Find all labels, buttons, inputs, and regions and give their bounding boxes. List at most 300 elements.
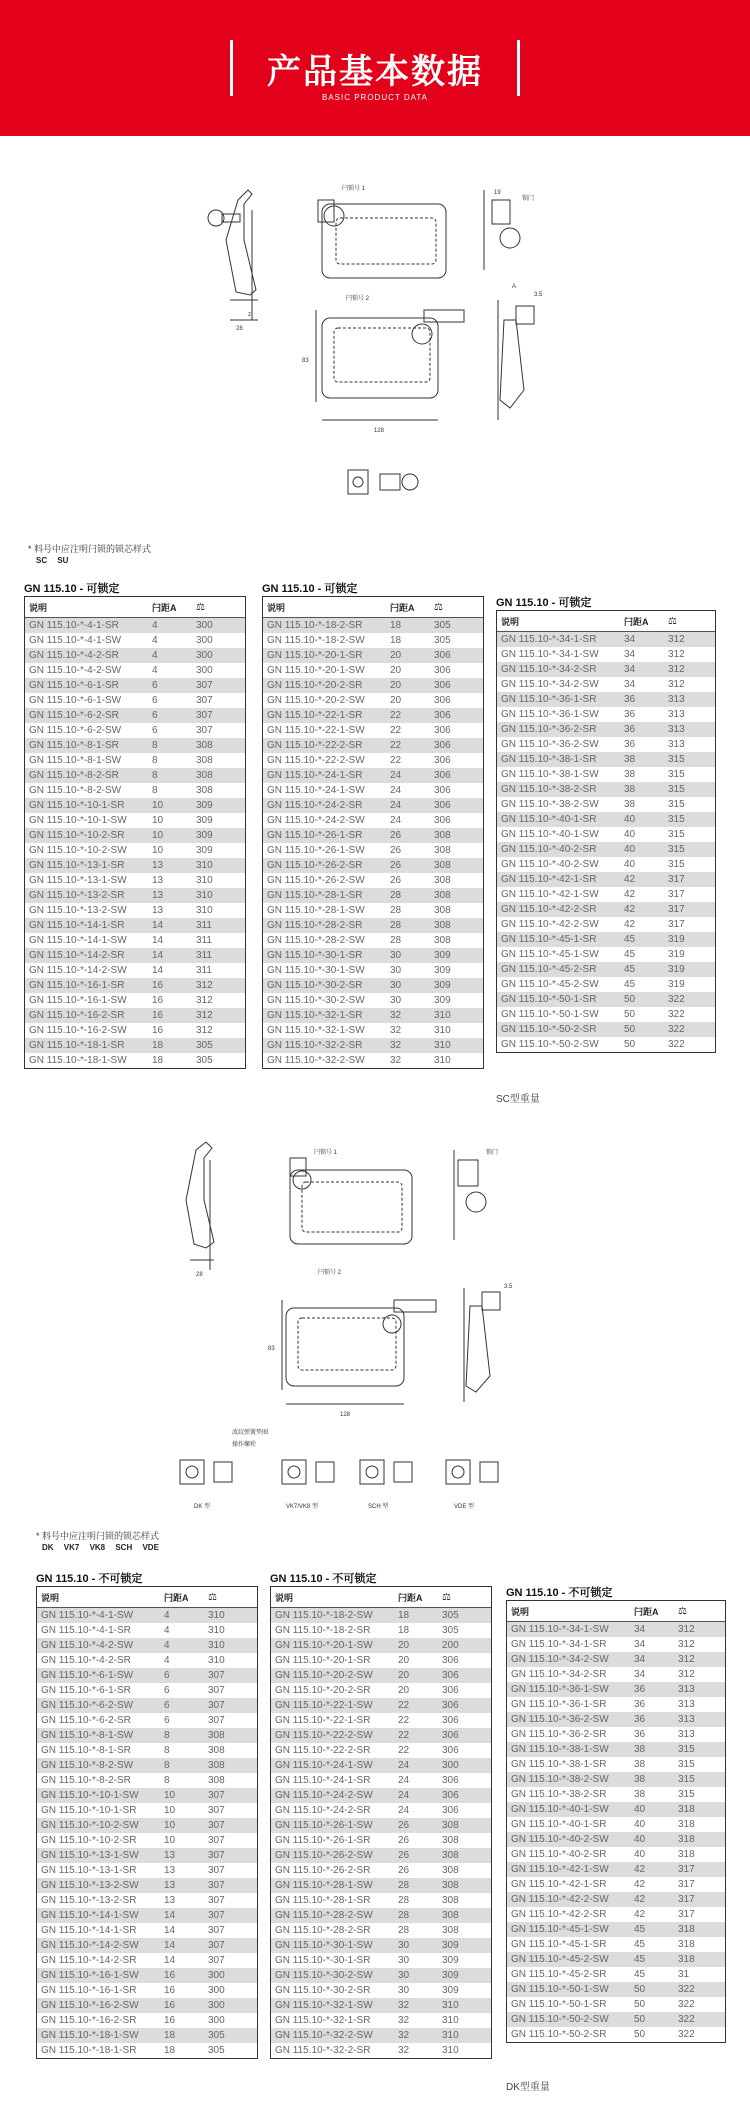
cell-weight: 306 [434,695,451,706]
table-row [497,872,715,887]
cell-weight: 310 [196,860,213,871]
cell-distance: 13 [164,1880,176,1891]
sc-note: * 料号中应注明闩锁的锁芯样式 [28,544,152,554]
cell-distance: 8 [164,1760,170,1771]
cell-description: GN 115.10-*-14-2-SR [29,950,125,961]
table-row [497,992,715,1007]
cell-weight: 31 [678,1969,690,1980]
table-row [507,1937,725,1952]
cell-description: GN 115.10-*-50-2-SW [501,1039,599,1050]
dk-table-1 [36,1586,258,2059]
cell-distance: 18 [398,1610,410,1621]
cell-description: GN 115.10-*-45-1-SW [511,1924,609,1935]
cell-description: GN 115.10-*-10-1-SR [29,800,125,811]
cell-weight: 309 [434,995,451,1006]
cell-weight: 310 [208,1610,225,1621]
cell-description: GN 115.10-*-16-2-SR [41,2015,137,2026]
cell-description: GN 115.10-*-26-2-SR [267,860,363,871]
cell-distance: 4 [164,1655,170,1666]
drawing2-sensor-label: 波纹弹簧垫圈 [232,1430,269,1436]
cell-description: GN 115.10-*-42-2-SW [501,919,599,930]
cell-weight: 315 [678,1774,695,1785]
col-dist-header: 闩距A [390,602,415,613]
dk-note: * 料号中应注明闩锁的锁芯样式 [36,1531,160,1541]
table-row [271,1788,491,1803]
cell-distance: 34 [634,1654,646,1665]
cell-description: GN 115.10-*-38-1-SR [501,754,597,765]
cell-weight: 306 [434,785,451,796]
cell-distance: 32 [390,1055,402,1066]
col-desc-header: 说明 [275,1592,294,1603]
table-row [25,1038,245,1053]
cell-weight: 307 [208,1820,225,1831]
cell-weight: 317 [678,1864,695,1875]
cell-distance: 34 [634,1624,646,1635]
cell-distance: 28 [390,890,402,901]
cell-weight: 315 [678,1759,695,1770]
cell-distance: 38 [634,1789,646,1800]
cell-weight: 308 [442,1820,459,1831]
table-row [497,932,715,947]
cell-weight: 319 [668,934,685,945]
cell-description: GN 115.10-*-50-1-SR [501,994,597,1005]
table-row [263,798,483,813]
cell-weight: 306 [434,755,451,766]
cell-weight: 312 [196,1025,213,1036]
cell-distance: 40 [634,1804,646,1815]
cell-distance: 20 [390,680,402,691]
table-row [263,1038,483,1053]
cell-description: GN 115.10-*-40-2-SR [501,844,597,855]
cell-description: GN 115.10-*-32-1-SR [275,2015,371,2026]
cell-distance: 32 [398,2015,410,2026]
cell-distance: 32 [398,2000,410,2011]
cell-distance: 38 [634,1744,646,1755]
drawing1-pos2-label: 闩锁号 2 [346,296,370,302]
cell-distance: 10 [164,1805,176,1816]
cell-weight: 308 [196,770,213,781]
cell-weight: 308 [442,1910,459,1921]
cell-distance: 50 [624,1039,636,1050]
scale-icon: ⚖ [668,615,677,627]
cell-description: GN 115.10-*-8-2-SW [41,1760,134,1771]
cell-weight: 308 [196,740,213,751]
cell-weight: 310 [442,2015,459,2026]
cell-distance: 42 [634,1909,646,1920]
cell-distance: 10 [164,1790,176,1801]
technical-drawing-sc [0,170,750,510]
cell-weight: 305 [434,620,451,631]
cell-description: GN 115.10-*-13-1-SR [41,1865,137,1876]
table-row [497,782,715,797]
cell-weight: 306 [434,815,451,826]
cell-description: GN 115.10-*-14-1-SR [29,920,125,931]
cell-description: GN 115.10-*-30-2-SW [267,995,365,1006]
cell-weight: 307 [208,1670,225,1681]
table-row [37,1878,257,1893]
cell-description: GN 115.10-*-4-2-SW [29,665,122,676]
cell-description: GN 115.10-*-8-2-SR [41,1775,131,1786]
cell-description: GN 115.10-*-50-2-SW [511,2014,609,2025]
cell-distance: 24 [390,815,402,826]
cell-distance: 30 [398,1940,410,1951]
cell-weight: 306 [434,800,451,811]
cell-distance: 34 [624,634,636,645]
cell-description: GN 115.10-*-6-1-SW [29,695,122,706]
cell-description: GN 115.10-*-42-1-SR [511,1879,607,1890]
table-row [507,2012,725,2027]
cell-weight: 312 [678,1624,695,1635]
cell-distance: 22 [398,1730,410,1741]
cell-weight: 308 [434,935,451,946]
table-row [37,1998,257,2013]
cell-weight: 315 [668,769,685,780]
cell-description: GN 115.10-*-50-1-SW [511,1984,609,1995]
table-row [37,1668,257,1683]
cell-distance: 26 [390,860,402,871]
col-dist-header: 闩距A [624,616,649,627]
cell-distance: 26 [390,875,402,886]
cell-distance: 20 [398,1670,410,1681]
cell-weight: 311 [196,920,212,931]
cell-distance: 42 [634,1879,646,1890]
cell-distance: 13 [164,1850,176,1861]
type-label-vde: VDE 型 [454,1504,475,1510]
table-row [37,1728,257,1743]
cell-weight: 307 [208,1925,225,1936]
cell-description: GN 115.10-*-50-2-SR [511,2029,607,2040]
cell-description: GN 115.10-*-45-1-SR [511,1939,607,1950]
table-row [37,1713,257,1728]
cell-distance: 16 [152,995,164,1006]
table-row [507,1862,725,1877]
table-row [263,903,483,918]
cell-weight: 309 [442,1940,459,1951]
table-row [497,737,715,752]
cell-weight: 307 [208,1700,225,1711]
table-row [497,827,715,842]
table-row [271,1773,491,1788]
cell-distance: 16 [164,2000,176,2011]
cell-description: GN 115.10-*-28-2-SR [267,920,363,931]
cell-description: GN 115.10-*-34-2-SR [511,1669,607,1680]
table-row [497,962,715,977]
cell-description: GN 115.10-*-14-1-SR [41,1925,137,1936]
table-row [263,978,483,993]
table-row [263,828,483,843]
dk-table-2 [270,1586,492,2059]
cell-weight: 315 [678,1744,695,1755]
cell-weight: 319 [668,979,685,990]
table-row [271,1668,491,1683]
cell-weight: 308 [434,905,451,916]
cell-distance: 28 [398,1910,410,1921]
table-row [271,1803,491,1818]
cell-weight: 318 [678,1924,695,1935]
table-row [507,1727,725,1742]
cell-weight: 307 [208,1880,225,1891]
cell-weight: 306 [442,1730,459,1741]
cell-weight: 312 [678,1669,695,1680]
table-row [263,693,483,708]
cell-description: GN 115.10-*-6-2-SW [29,725,122,736]
cell-distance: 10 [152,800,164,811]
cell-weight: 313 [668,694,685,705]
cell-description: GN 115.10-*-24-2-SW [275,1790,373,1801]
col-dist-header: 闩距A [152,602,177,613]
cell-weight: 317 [678,1909,695,1920]
cell-description: GN 115.10-*-30-2-SR [267,980,363,991]
cell-weight: 308 [434,920,451,931]
cell-weight: 319 [668,949,685,960]
cell-description: GN 115.10-*-8-1-SW [41,1730,134,1741]
cell-description: GN 115.10-*-20-2-SR [275,1685,371,1696]
cell-description: GN 115.10-*-18-2-SR [267,620,363,631]
cell-description: GN 115.10-*-32-2-SR [275,2045,371,2056]
cell-distance: 34 [634,1669,646,1680]
cell-distance: 18 [164,2045,176,2056]
cell-weight: 307 [208,1790,225,1801]
cell-description: GN 115.10-*-42-2-SR [501,904,597,915]
cell-description: GN 115.10-*-10-1-SR [41,1805,137,1816]
cell-description: GN 115.10-*-14-2-SW [41,1940,139,1951]
cell-weight: 306 [434,650,451,661]
cell-weight: 300 [208,2000,225,2011]
cell-description: GN 115.10-*-24-2-SR [267,800,363,811]
cell-weight: 312 [196,995,213,1006]
cell-description: GN 115.10-*-13-1-SW [41,1850,139,1861]
cell-distance: 13 [152,875,164,886]
cell-distance: 42 [634,1894,646,1905]
cell-weight: 317 [668,904,685,915]
cell-weight: 313 [668,739,685,750]
cell-description: GN 115.10-*-6-1-SR [41,1685,131,1696]
cell-description: GN 115.10-*-28-2-SR [275,1925,371,1936]
table-row [271,1908,491,1923]
cell-weight: 305 [442,1625,459,1636]
table-row [507,2027,725,2042]
table-row [25,978,245,993]
cell-description: GN 115.10-*-4-1-SR [41,1625,131,1636]
cell-distance: 24 [390,770,402,781]
cell-description: GN 115.10-*-36-2-SW [511,1714,609,1725]
cell-weight: 305 [196,1040,213,1051]
col-desc-header: 说明 [267,602,286,613]
table-row [25,1023,245,1038]
cell-distance: 45 [624,949,636,960]
cell-weight: 317 [678,1879,695,1890]
cell-distance: 8 [152,740,158,751]
cell-distance: 28 [398,1880,410,1891]
table-row [497,707,715,722]
table-row [271,1743,491,1758]
cell-weight: 310 [442,2000,459,2011]
cell-weight: 307 [196,695,213,706]
table-row [271,1953,491,1968]
cell-weight: 310 [196,875,213,886]
cell-weight: 313 [668,724,685,735]
table-row [507,1802,725,1817]
cell-weight: 307 [208,1955,225,1966]
cell-distance: 40 [634,1834,646,1845]
cell-distance: 45 [624,964,636,975]
drawing2-pos2-label: 闩锁号 2 [318,1270,342,1276]
table-row [25,903,245,918]
cell-weight: 307 [196,680,213,691]
table-row [507,1967,725,1982]
cell-weight: 313 [678,1699,695,1710]
cell-distance: 10 [152,815,164,826]
dk-table-3 [506,1600,726,2043]
col-dist-header: 闩距A [398,1592,423,1603]
cell-description: GN 115.10-*-6-2-SR [41,1715,131,1726]
cell-weight: 306 [442,1670,459,1681]
table-row [37,1833,257,1848]
cell-description: GN 115.10-*-10-2-SW [41,1820,139,1831]
cell-description: GN 115.10-*-28-2-SW [275,1910,373,1921]
cell-description: GN 115.10-*-18-2-SW [267,635,365,646]
sc-table-3-title: GN 115.10 - 可锁定 [496,597,592,609]
table-header [25,597,245,618]
table-row [497,692,715,707]
cell-description: GN 115.10-*-20-1-SW [267,665,365,676]
cell-description: GN 115.10-*-34-1-SR [511,1639,607,1650]
cell-distance: 30 [398,1985,410,1996]
cell-distance: 24 [398,1790,410,1801]
technical-drawing-dk [0,1140,750,1520]
table-row [507,1922,725,1937]
table-row [25,948,245,963]
table-row [37,1683,257,1698]
cell-description: GN 115.10-*-30-1-SW [267,965,365,976]
cell-weight: 310 [208,1655,225,1666]
table-row [25,858,245,873]
table-row [25,768,245,783]
cell-description: GN 115.10-*-8-1-SR [41,1745,131,1756]
cell-distance: 28 [398,1895,410,1906]
cell-description: GN 115.10-*-4-1-SW [41,1610,134,1621]
cell-weight: 310 [434,1055,451,1066]
cell-distance: 10 [164,1835,176,1846]
cell-description: GN 115.10-*-24-1-SW [267,785,365,796]
cell-weight: 313 [678,1729,695,1740]
cell-description: GN 115.10-*-16-1-SW [41,1970,139,1981]
cell-weight: 312 [668,664,685,675]
cell-distance: 18 [390,635,402,646]
cell-distance: 16 [164,2015,176,2026]
cell-description: GN 115.10-*-8-1-SR [29,740,119,751]
cell-weight: 318 [678,1954,695,1965]
table-row [25,723,245,738]
table-row [37,1863,257,1878]
cell-distance: 8 [152,755,158,766]
drawing1-door-label: 锁门 [522,196,535,202]
cell-distance: 10 [164,1820,176,1831]
table-row [37,1953,257,1968]
cell-description: GN 115.10-*-45-2-SR [501,964,597,975]
drawing1-dim-35: 3.5 [534,292,543,298]
table-row [263,1023,483,1038]
cell-description: GN 115.10-*-8-2-SW [29,785,122,796]
cell-distance: 45 [634,1924,646,1935]
cell-distance: 14 [164,1955,176,1966]
cell-description: GN 115.10-*-36-1-SW [501,709,599,720]
cell-description: GN 115.10-*-4-1-SR [29,620,119,631]
sc-table-2 [262,596,484,1069]
cell-description: GN 115.10-*-22-1-SW [275,1700,373,1711]
cell-description: GN 115.10-*-36-1-SR [511,1699,607,1710]
cell-weight: 307 [208,1685,225,1696]
cell-weight: 308 [442,1895,459,1906]
cell-weight: 310 [434,1010,451,1021]
cell-weight: 315 [668,814,685,825]
cell-distance: 8 [164,1730,170,1741]
table-row [507,1982,725,1997]
table-row [271,1983,491,1998]
cell-description: GN 115.10-*-32-2-SW [267,1055,365,1066]
table-row [37,2013,257,2028]
cell-distance: 32 [390,1025,402,1036]
table-row [271,1848,491,1863]
table-row [507,1772,725,1787]
cell-distance: 8 [164,1745,170,1756]
cell-description: GN 115.10-*-42-1-SR [501,874,597,885]
table-row [271,1818,491,1833]
table-row [263,1008,483,1023]
cell-distance: 4 [152,635,158,646]
cell-weight: 308 [434,875,451,886]
cell-weight: 300 [196,620,213,631]
scale-icon: ⚖ [678,1605,687,1617]
cell-distance: 22 [398,1700,410,1711]
cell-weight: 300 [196,665,213,676]
cell-description: GN 115.10-*-10-2-SW [29,845,127,856]
table-row [263,993,483,1008]
table-row [37,1983,257,1998]
cell-weight: 300 [196,635,213,646]
cell-weight: 306 [442,1790,459,1801]
table-row [25,798,245,813]
cell-distance: 20 [398,1685,410,1696]
cell-distance: 45 [634,1954,646,1965]
cell-distance: 50 [634,1999,646,2010]
cell-distance: 30 [390,980,402,991]
cell-weight: 309 [442,1970,459,1981]
table-row [271,1758,491,1773]
cell-weight: 312 [668,679,685,690]
table-row [507,1832,725,1847]
cell-weight: 312 [678,1639,695,1650]
cell-weight: 306 [442,1805,459,1816]
cell-distance: 16 [164,1985,176,1996]
sc-weight-caption: SC型重量 [496,1094,540,1105]
table-row [497,752,715,767]
table-row [271,2013,491,2028]
cell-distance: 18 [398,1625,410,1636]
table-row [271,2043,491,2058]
cell-weight: 317 [668,889,685,900]
cell-description: GN 115.10-*-40-1-SW [501,829,599,840]
cell-weight: 310 [196,890,213,901]
cell-distance: 34 [624,664,636,675]
table-row [25,1053,245,1068]
table-row [497,662,715,677]
table-row [497,902,715,917]
cell-distance: 20 [390,695,402,706]
cell-description: GN 115.10-*-32-1-SW [267,1025,365,1036]
table-row [263,858,483,873]
cell-description: GN 115.10-*-34-1-SR [501,634,597,645]
